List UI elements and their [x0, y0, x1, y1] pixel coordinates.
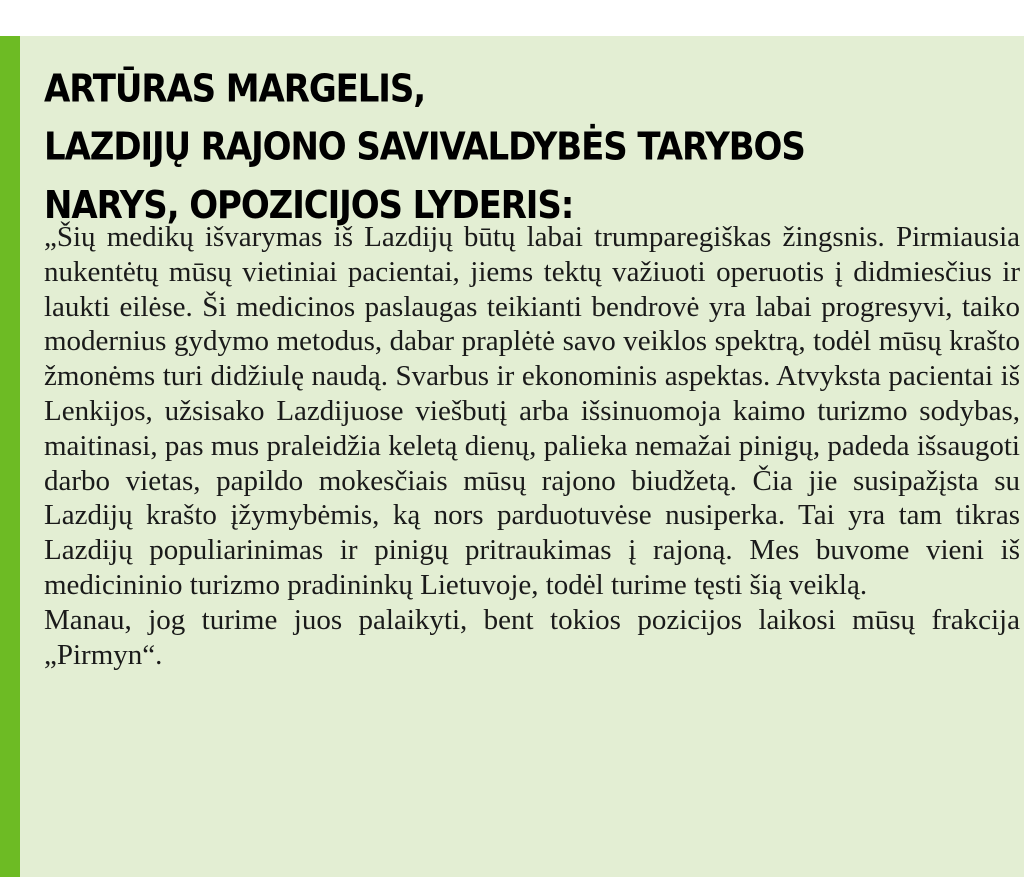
quote-content — [44, 60, 1020, 672]
speaker-heading — [44, 60, 1020, 235]
heading-line-position: LAZDIJŲ RAJONO SAVIVALDYBĖS TARYBOS — [44, 124, 805, 170]
heading-line-role: NARYS, OPOZICIJOS LYDERIS: — [44, 183, 574, 228]
quote-paragraph-2: Manau, jog turime juos palaikyti, bent tokios pozicijos laikosi mūsų frakcija „Pirmyn“. — [44, 603, 1020, 671]
quote-body — [44, 220, 1020, 672]
heading-line-name: ARTŪRAS MARGELIS, — [44, 66, 426, 112]
quote-box — [0, 36, 1024, 877]
accent-bar — [0, 36, 20, 877]
quote-paragraph-1: „Šių medikų išvarymas iš Lazdijų būtų labai trumparegiškas žingsnis. Pirmiausia nukentėtų mūsų vietiniai pacientai, jiems tektų važiuoti operuotis į didmiesčius ir laukti eilėse. Ši medicinos paslaugas teikianti bendrovė yra labai progresyvi, taiko modernius gydymo metodus, dabar praplėtė savo veiklos spektrą, todėl mūsų krašto žmonėms turi didžiulę naudą. Svarbus ir ekonominis aspektas. Atvyksta pacientai iš Lenkijos, užsisako Lazdijuose viešbutį arba išsinuomoja kaimo turizmo sodybas, maitinasi, pas mus praleidžia keletą dienų, palieka nemažai pinigų, padeda išsaugoti darbo vietas, papildo mokesčiais mūsų rajono biudžetą. Čia jie susipažįsta su Lazdijų krašto įžymybėmis, ką nors parduotuvėse nusiperka. Tai yra tam tikras Lazdijų populiarinimas ir pinigų pritraukimas į rajoną. Mes buvome vieni iš medicininio turizmo pradininkų Lietuvoje, todėl turime tęsti šią veiklą. — [44, 221, 1020, 601]
